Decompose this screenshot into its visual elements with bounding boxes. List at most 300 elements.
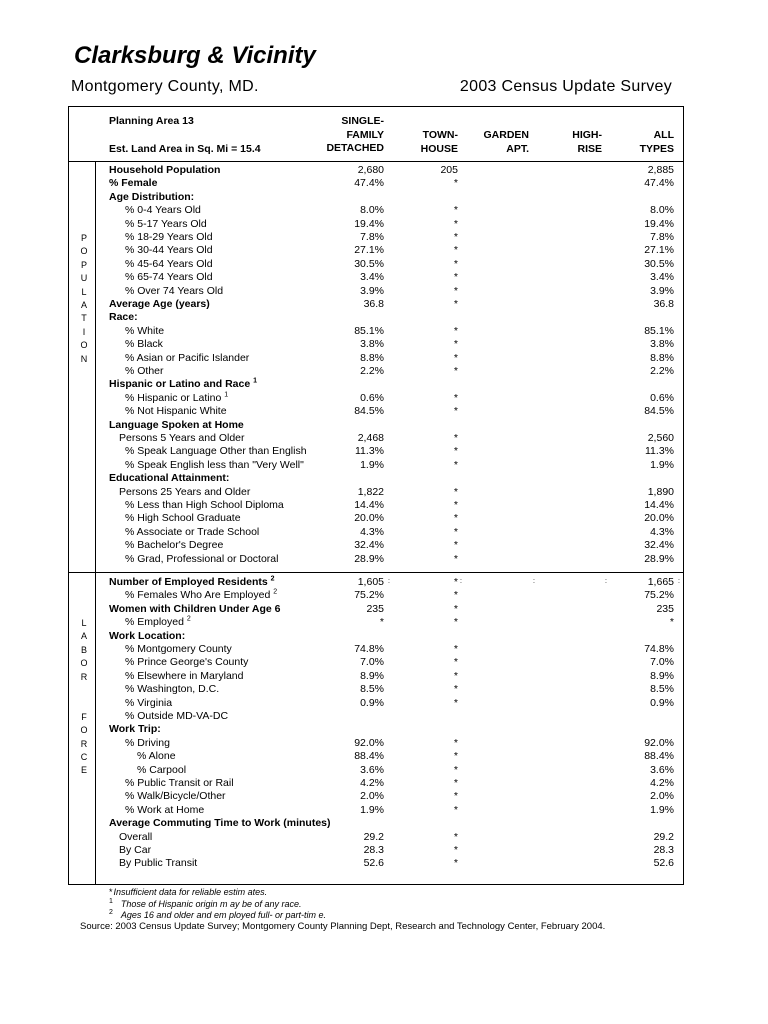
cell-th: *	[453, 391, 458, 404]
table-row	[0, 338, 768, 351]
row-label-text: % Public Transit or Rail	[125, 777, 234, 789]
side-letter: B	[80, 644, 87, 655]
cell-sfd: 8.9%	[360, 669, 384, 682]
table-row	[0, 392, 768, 405]
table-row	[0, 512, 768, 525]
cell-all: 85.1%	[644, 324, 674, 337]
cell-th: *	[453, 217, 458, 230]
row-label-text: Persons 25 Years and Older	[119, 485, 251, 498]
cell-th: *	[453, 763, 458, 776]
row-label	[125, 643, 232, 656]
cell-all: 4.2%	[650, 777, 674, 789]
row-label-text: % Alone	[137, 750, 176, 763]
row-label-text: Overall	[119, 830, 153, 843]
cell-th: 205	[440, 164, 458, 176]
row-label-text: By Car	[119, 844, 152, 856]
cell-all: 74.8%	[644, 643, 674, 655]
cell-all: 7.8%	[650, 231, 674, 243]
table-row	[0, 258, 768, 271]
table-row	[0, 553, 768, 566]
table-row	[0, 231, 768, 244]
cell-th: *	[453, 512, 458, 525]
side-letter: L	[81, 618, 87, 628]
table-row	[0, 656, 768, 669]
footnote-ref: 2	[273, 588, 278, 596]
table-row	[0, 817, 768, 830]
row-label-text: % Speak Language Other than English	[125, 445, 307, 458]
table-row	[0, 352, 768, 365]
cell-sfd: 1.9%	[360, 458, 384, 471]
row-label	[125, 352, 249, 365]
cell-all: 11.3%	[645, 445, 674, 458]
side-letter: T	[81, 313, 87, 324]
row-label	[125, 218, 207, 231]
table-row	[0, 603, 768, 616]
table-row	[0, 311, 768, 324]
cell-all: 1,665	[647, 576, 674, 588]
side-letter: O	[80, 340, 88, 351]
row-label-text: % Elsewhere in Maryland	[125, 669, 244, 682]
cell-sfd: 3.6%	[360, 763, 384, 776]
table-row	[0, 378, 768, 391]
footnote-mark: 2	[109, 909, 113, 916]
row-label	[119, 857, 197, 870]
row-label	[109, 378, 257, 391]
table-row	[0, 683, 768, 696]
cell-all: 8.5%	[650, 683, 674, 696]
footnote-ref: 2	[270, 575, 275, 583]
cell-sfd: 75.2%	[354, 589, 384, 602]
row-label-text: % High School Graduate	[125, 512, 241, 525]
side-letter: O	[80, 658, 88, 669]
row-label	[125, 338, 163, 351]
table-row	[0, 697, 768, 710]
cell-sfd: 27.1%	[354, 244, 384, 257]
table-row	[0, 499, 768, 512]
cell-all: 2.0%	[650, 790, 674, 803]
cell-th: *	[453, 458, 458, 471]
row-label	[109, 311, 138, 324]
row-label-text: % Females Who Are Employed	[125, 589, 271, 602]
table-row	[0, 589, 768, 602]
row-label	[125, 616, 191, 629]
table-row	[0, 244, 768, 257]
cell-sfd: 235	[366, 602, 384, 615]
cell-all: 29.2	[653, 830, 674, 843]
row-label	[125, 204, 201, 217]
table-row	[0, 790, 768, 803]
cell-sfd: 32.4%	[354, 539, 384, 552]
table-row	[0, 298, 768, 311]
row-label-text: Age Distribution:	[109, 190, 195, 203]
row-label-text: % Associate or Trade School	[125, 525, 260, 538]
cell-th: *	[453, 177, 458, 190]
cell-all: 28.9%	[644, 552, 674, 565]
cell-th: *	[453, 602, 458, 615]
source-note: Source: 2003 Census Update Survey; Montgomery County Planning Dept, Research and Technology Center, February 2004.	[80, 921, 606, 932]
table-row	[0, 325, 768, 338]
cell-sfd: 7.8%	[360, 231, 384, 243]
row-label-text: Number of Employed Residents	[109, 576, 268, 588]
row-label-text: % Not Hispanic White	[125, 405, 227, 418]
cell-sfd: 47.4%	[354, 177, 384, 190]
row-label	[125, 710, 228, 723]
cell-th: *	[453, 539, 458, 552]
cell-th: *	[453, 271, 458, 284]
side-letter: R	[80, 738, 88, 749]
row-label	[125, 683, 219, 696]
row-label-text: By Public Transit	[119, 857, 198, 870]
row-label-text: % Outside MD-VA-DC	[125, 710, 229, 722]
cell-sfd: 1,822	[357, 485, 384, 498]
cell-all: *	[669, 616, 674, 629]
cell-all: 28.3	[653, 844, 674, 856]
cell-all: 8.0%	[650, 204, 674, 217]
cell-sfd: 19.4%	[354, 217, 384, 230]
row-label	[125, 499, 284, 512]
cell-th: *	[453, 616, 458, 629]
survey-label: 2003 Census Update Survey	[459, 78, 672, 95]
cell-tick-mark: :	[605, 578, 607, 585]
cell-th: *	[453, 656, 458, 669]
cell-sfd: 28.3	[363, 844, 384, 856]
table-row	[0, 365, 768, 378]
cell-th: *	[453, 485, 458, 498]
cell-sfd: 20.0%	[354, 512, 384, 525]
row-label-text: % Driving	[125, 736, 170, 749]
cell-tick-mark: :	[678, 578, 680, 585]
table-row	[0, 164, 768, 177]
row-label	[125, 790, 226, 803]
cell-all: 75.2%	[644, 589, 674, 602]
cell-th: *	[453, 499, 458, 511]
row-label-text: % Montgomery County	[125, 643, 232, 655]
cell-all: 36.8	[653, 298, 674, 310]
row-label-text: % Employed	[125, 616, 184, 629]
footnote-mark: 1	[109, 898, 113, 905]
cell-all: 3.9%	[650, 284, 674, 297]
cell-th: *	[453, 351, 458, 364]
row-label	[125, 539, 223, 552]
table-row	[0, 750, 768, 763]
cell-all: 1.9%	[650, 803, 674, 816]
table-row	[0, 630, 768, 643]
row-label-text: % Virginia	[125, 696, 173, 709]
cell-sfd: 8.0%	[360, 204, 384, 217]
cell-sfd: 84.5%	[354, 405, 384, 418]
cell-all: 52.6	[653, 857, 674, 870]
row-label	[109, 419, 244, 432]
side-letter: A	[80, 299, 87, 310]
table-row	[0, 777, 768, 790]
cell-sfd: 52.6	[363, 857, 384, 870]
side-letter: P	[80, 233, 87, 243]
row-label-text: % Bachelor's Degree	[125, 539, 224, 552]
cell-th: *	[453, 231, 458, 243]
table-row	[0, 710, 768, 723]
row-label	[109, 576, 275, 589]
cell-all: 1.9%	[650, 458, 674, 471]
row-label-text: Household Population	[109, 164, 221, 176]
cell-sfd: 7.0%	[360, 656, 384, 669]
table-row	[0, 526, 768, 539]
table-row	[0, 204, 768, 217]
cell-all: 88.4%	[644, 750, 674, 763]
row-label-text: % 30-44 Years Old	[125, 244, 213, 257]
cell-th: *	[453, 298, 458, 310]
table-row	[0, 405, 768, 418]
row-label	[137, 750, 176, 763]
land-area: Est. Land Area in Sq. Mi = 15.4	[109, 143, 261, 155]
row-label-text: % Other	[125, 365, 164, 377]
cell-all: 2,885	[647, 164, 674, 176]
cell-th: *	[453, 204, 458, 217]
cell-sfd: 2,680	[357, 164, 384, 176]
cell-th: *	[453, 576, 458, 588]
cell-all: 27.1%	[644, 244, 674, 257]
row-label-text: % Walk/Bicycle/Other	[125, 790, 226, 803]
row-label	[125, 777, 234, 790]
col-header-single-family: SINGLE- FAMILY DETACHED	[326, 115, 384, 154]
cell-sfd: 14.4%	[354, 499, 384, 511]
cell-th: *	[453, 830, 458, 843]
row-label-text: Hispanic or Latino and Race	[109, 378, 251, 391]
table-row	[0, 831, 768, 844]
cell-th: *	[453, 405, 458, 418]
footnote	[109, 887, 267, 897]
cell-sfd: 29.2	[363, 830, 384, 843]
footnote	[109, 909, 326, 920]
cell-th: *	[453, 696, 458, 709]
row-label-text: Race:	[109, 311, 138, 324]
table-row	[0, 616, 768, 629]
cell-th: *	[453, 844, 458, 856]
row-label	[109, 164, 220, 177]
cell-th: *	[453, 365, 458, 377]
table-row	[0, 844, 768, 857]
row-label-text: % 45-64 Years Old	[125, 257, 213, 270]
planning-area: Planning Area 13	[109, 115, 194, 127]
cell-th: *	[453, 750, 458, 763]
cell-all: 3.6%	[650, 763, 674, 776]
row-label	[125, 271, 213, 284]
row-label-text: % 5-17 Years Old	[125, 217, 207, 230]
table-row	[0, 432, 768, 445]
cell-sfd: 36.8	[363, 298, 384, 310]
row-label	[125, 392, 228, 405]
cell-sfd: 2.2%	[360, 365, 384, 377]
cell-sfd: 3.4%	[360, 271, 384, 284]
table-row	[0, 737, 768, 750]
row-label-text: % Over 74 Years Old	[125, 284, 224, 297]
footnote-text: Insufficient data for reliable estim ates.	[113, 887, 268, 897]
side-letter: O	[80, 725, 88, 736]
row-label	[125, 656, 248, 669]
cell-all: 19.4%	[644, 217, 674, 230]
row-label	[125, 737, 170, 750]
table-row	[0, 472, 768, 485]
cell-sfd: 28.9%	[354, 552, 384, 565]
section-divider	[68, 572, 684, 573]
cell-all: 0.9%	[650, 696, 674, 709]
table-row	[0, 539, 768, 552]
cell-all: 235	[656, 602, 674, 615]
footnote-ref: 1	[224, 391, 229, 399]
cell-tick-mark: :	[388, 578, 390, 585]
cell-sfd: 2.0%	[360, 790, 384, 803]
footnote-ref: 1	[253, 377, 258, 385]
row-label	[109, 603, 281, 616]
cell-th: *	[453, 736, 458, 749]
cell-all: 3.8%	[650, 338, 674, 351]
cell-all: 3.4%	[650, 271, 674, 284]
side-letter: U	[80, 273, 88, 284]
cell-tick-mark: :	[460, 578, 462, 585]
cell-sfd: 8.8%	[360, 351, 384, 364]
cell-all: 7.0%	[650, 656, 674, 669]
cell-sfd: 74.8%	[354, 643, 384, 655]
row-label	[125, 445, 307, 458]
row-label	[125, 325, 164, 338]
cell-tick-mark: :	[533, 578, 535, 585]
cell-sfd: 11.3%	[355, 445, 384, 458]
cell-sfd: 4.3%	[360, 525, 384, 538]
table-row	[0, 419, 768, 432]
row-label	[109, 817, 331, 830]
row-label	[125, 244, 213, 257]
table-row	[0, 804, 768, 817]
cell-sfd: 1.9%	[360, 803, 384, 816]
col-header-all-types: ALL TYPES	[639, 129, 674, 155]
row-label-text: % Carpool	[137, 763, 187, 776]
cell-all: 2,560	[647, 432, 674, 444]
cell-th: *	[453, 803, 458, 816]
footnote	[109, 898, 302, 909]
table-row	[0, 764, 768, 777]
row-label-text: % White	[125, 324, 165, 337]
cell-sfd: 3.9%	[360, 284, 384, 297]
cell-sfd: *	[379, 616, 384, 629]
table-row	[0, 643, 768, 656]
row-label-text: % Asian or Pacific Islander	[125, 351, 250, 364]
cell-sfd: 2,468	[357, 432, 384, 444]
county-label: Montgomery County, MD.	[71, 78, 259, 95]
cell-th: *	[453, 669, 458, 682]
row-label	[119, 486, 250, 499]
row-label	[125, 697, 172, 710]
cell-sfd: 3.8%	[360, 338, 384, 351]
cell-all: 1,890	[647, 485, 674, 498]
cell-all: 20.0%	[644, 512, 674, 525]
row-label-text: % Hispanic or Latino	[125, 391, 222, 404]
cell-all: 0.6%	[650, 391, 674, 404]
side-letter: L	[81, 286, 87, 297]
cell-sfd: 0.9%	[360, 696, 384, 709]
table-row	[0, 857, 768, 870]
row-label-text: % Washington, D.C.	[125, 683, 220, 696]
side-letter: E	[80, 765, 87, 776]
col-header-garden-apt: GARDEN APT.	[483, 129, 529, 155]
row-label-text: Average Age (years)	[109, 298, 210, 310]
row-label-text: Work Trip:	[109, 723, 161, 736]
cell-th: *	[453, 432, 458, 444]
row-label	[125, 804, 204, 817]
row-label	[125, 231, 213, 244]
row-label-text: Educational Attainment:	[109, 472, 230, 485]
table-row	[0, 445, 768, 458]
cell-th: *	[453, 257, 458, 270]
cell-all: 14.4%	[644, 499, 674, 511]
row-label-text: % Prince George's County	[125, 656, 249, 669]
cell-sfd: 88.4%	[354, 750, 384, 763]
table-row	[0, 723, 768, 736]
row-label-text: % Work at Home	[125, 803, 205, 816]
cell-sfd: 0.6%	[360, 391, 384, 404]
table-row	[0, 576, 768, 589]
header-divider	[68, 161, 684, 162]
side-letter: N	[80, 353, 88, 364]
cell-th: *	[453, 284, 458, 297]
cell-th: *	[453, 589, 458, 602]
row-label	[125, 526, 259, 539]
cell-sfd: 4.2%	[360, 777, 384, 789]
table-row	[0, 459, 768, 472]
row-label-text: Persons 5 Years and Older	[119, 432, 245, 444]
row-label-text: % Less than High School Diploma	[125, 499, 284, 511]
cell-all: 4.3%	[650, 525, 674, 538]
cell-th: *	[453, 338, 458, 351]
page-title: Clarksburg & Vicinity	[74, 42, 316, 69]
cell-th: *	[453, 445, 458, 458]
row-label-text: Work Location:	[109, 629, 186, 642]
row-label	[109, 298, 210, 311]
footnote-mark: *	[109, 887, 113, 897]
cell-th: *	[453, 683, 458, 696]
cell-sfd: 92.0%	[354, 736, 384, 749]
table-row	[0, 486, 768, 499]
cell-th: *	[453, 552, 458, 565]
row-label	[109, 177, 157, 190]
cell-sfd: 30.5%	[354, 257, 384, 270]
table-row	[0, 218, 768, 231]
row-label-text: % Female	[109, 177, 158, 190]
cell-all: 84.5%	[644, 405, 674, 418]
footnote-text: Those of Hispanic origin m ay be of any race.	[120, 899, 302, 909]
table-row	[0, 271, 768, 284]
row-label	[109, 191, 194, 204]
side-letter: C	[80, 751, 88, 762]
cell-th: *	[453, 790, 458, 803]
table-row	[0, 285, 768, 298]
row-label-text: % Black	[125, 338, 163, 351]
row-label	[137, 764, 186, 777]
cell-sfd: 1,605	[357, 576, 384, 588]
row-label	[125, 459, 304, 472]
cell-sfd: 8.5%	[360, 683, 384, 696]
row-label	[109, 630, 185, 643]
side-letter: I	[82, 326, 86, 337]
row-label	[125, 405, 227, 418]
row-label	[109, 472, 229, 485]
cell-all: 47.4%	[644, 177, 674, 190]
cell-all: 30.5%	[644, 257, 674, 270]
side-letter: R	[80, 671, 88, 682]
row-label-text: % 0-4 Years Old	[125, 204, 201, 217]
row-label-text: Language Spoken at Home	[109, 418, 244, 431]
row-label	[119, 432, 245, 445]
cell-sfd: 85.1%	[354, 324, 384, 337]
side-letter: F	[81, 711, 87, 722]
